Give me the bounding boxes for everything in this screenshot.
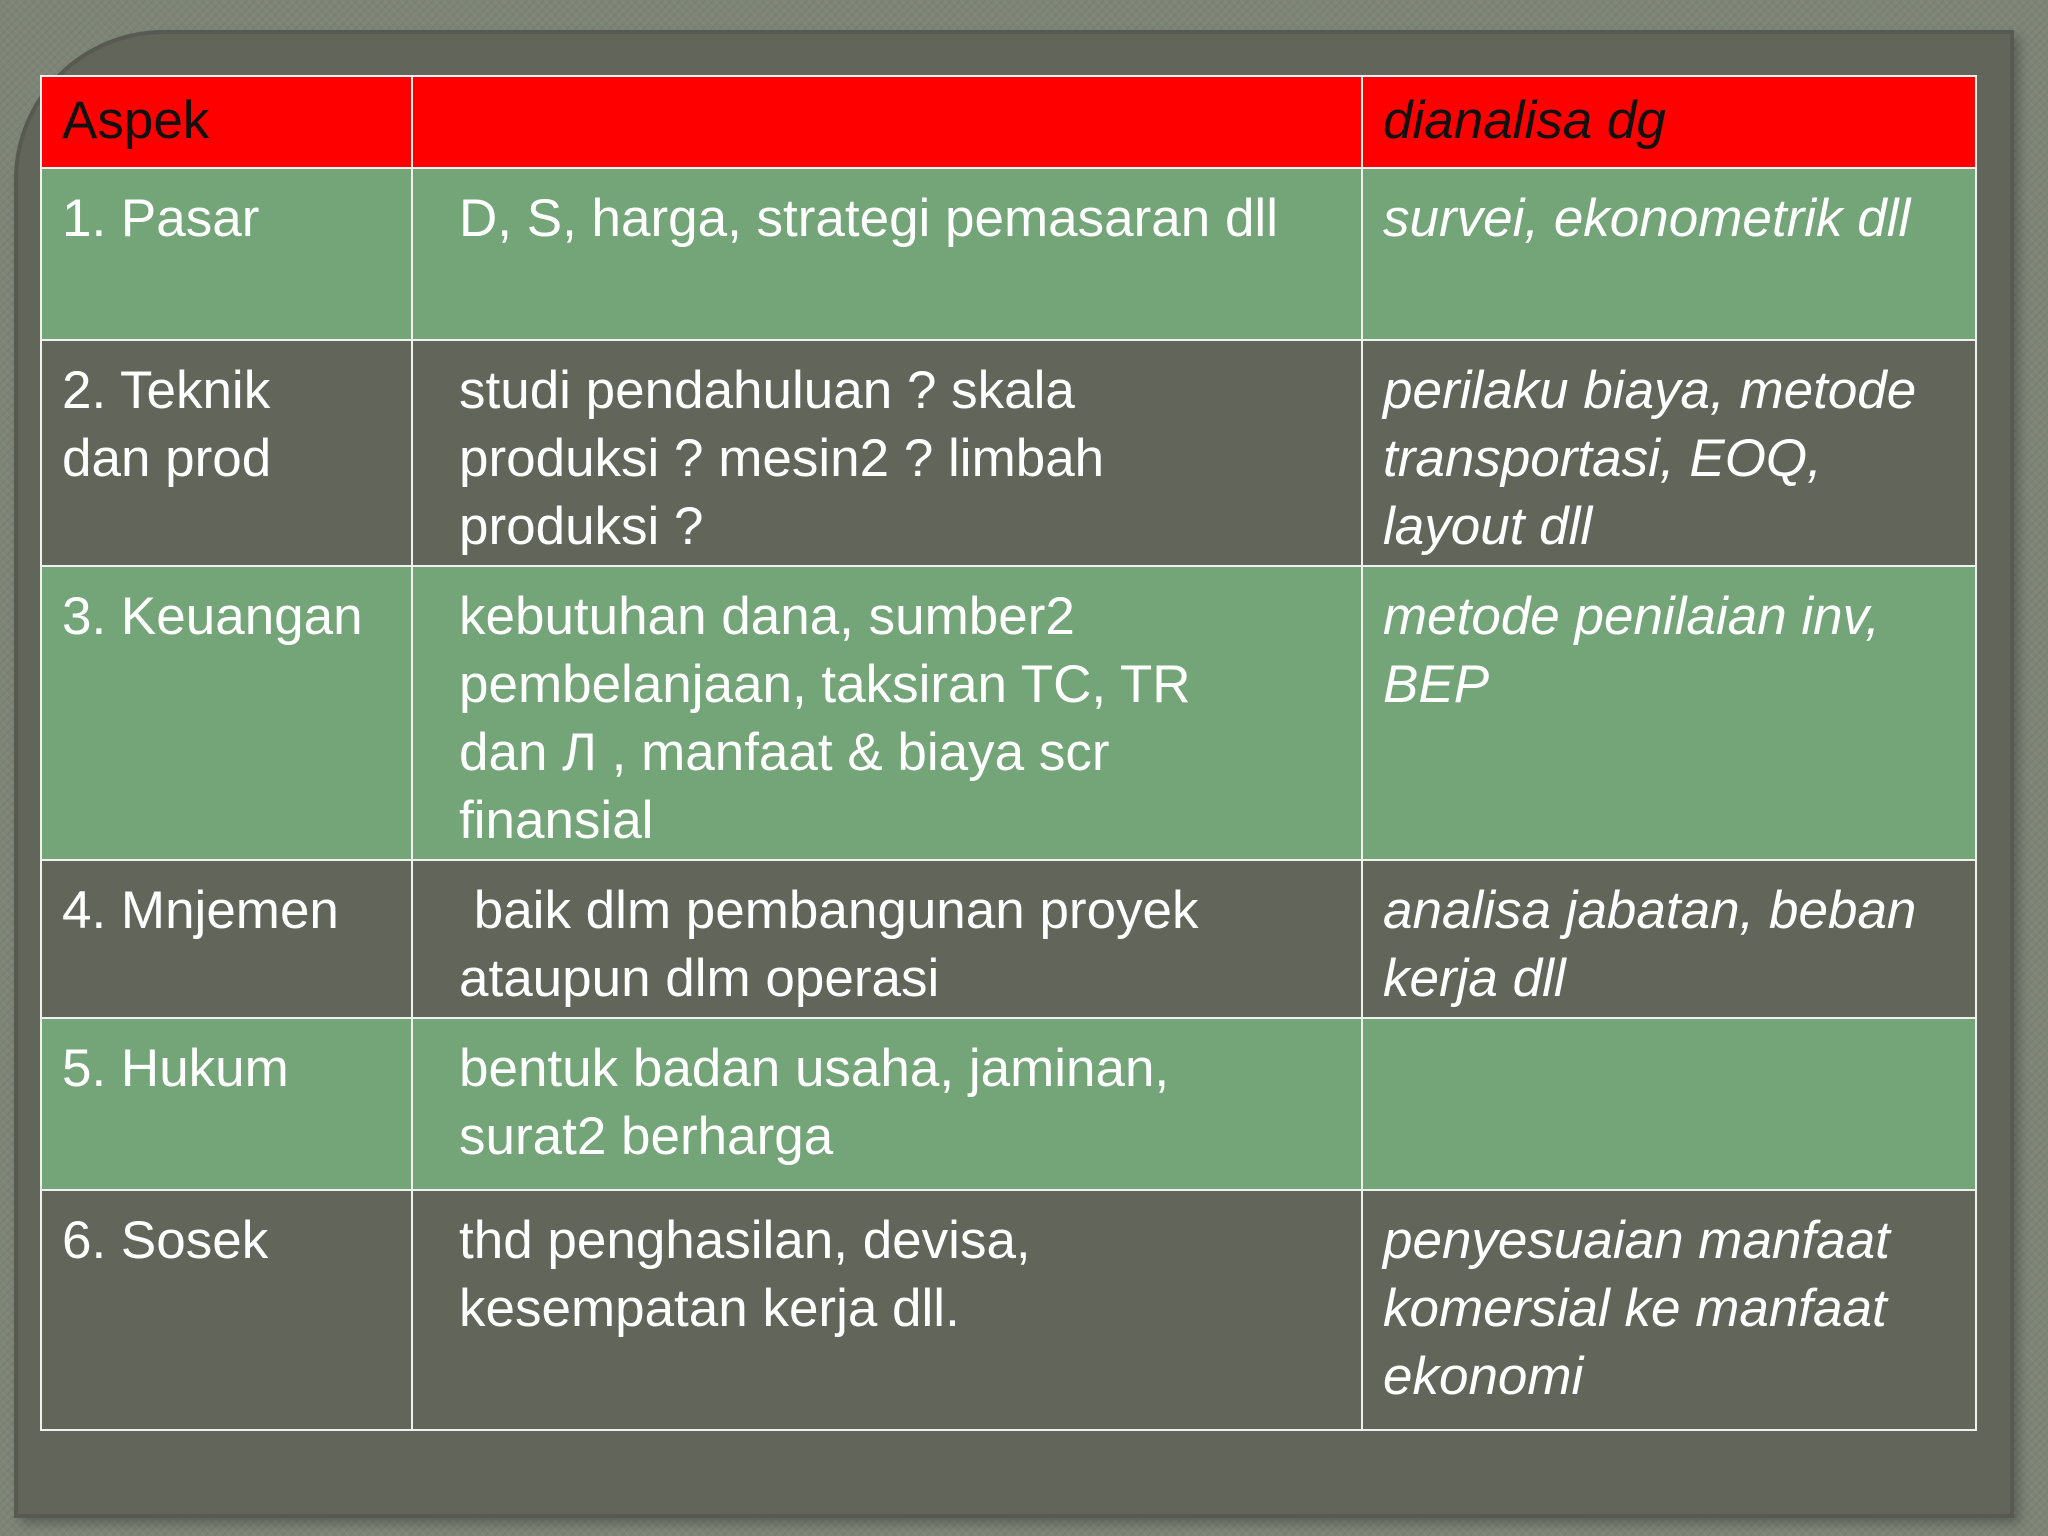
cell-aspect [41,168,412,340]
aspect-label: 1. Pasar [62,189,260,248]
cell-analysis [1362,1190,1976,1430]
cell-aspect [41,1190,412,1430]
cell-analysis [1362,566,1976,860]
header-cell-blank [412,76,1362,168]
aspect-label: 2. Teknik dan prod [62,361,272,488]
aspect-table [40,75,1977,1431]
table-row-teknik [41,340,1976,566]
aspect-label: 6. Sosek [62,1211,269,1270]
table-row-pasar [41,168,1976,340]
analysis-text: metode penilaian inv, BEP [1383,587,1880,714]
cell-description [412,168,1362,340]
table-row-sosek [41,1190,1976,1430]
cell-description [412,860,1362,1018]
analysis-text: penyesuaian manfaat komersial ke manfaat ekonomi [1383,1211,1890,1406]
analysis-text: survei, ekonometrik dll [1383,189,1911,248]
description-text: kebutuhan dana, sumber2 pembelanjaan, taksiran TC, TR dan Л , manfaat & biaya scr finansial [459,587,1191,850]
cell-aspect [41,566,412,860]
cell-description [412,566,1362,860]
aspect-label: 5. Hukum [62,1039,289,1098]
cell-description [412,340,1362,566]
analysis-text: analisa jabatan, beban kerja dll [1383,881,1917,1008]
cell-aspect [41,1018,412,1190]
table-row-hukum [41,1018,1976,1190]
cell-description [412,1190,1362,1430]
table-header-row [41,76,1976,168]
table-row-mnjemen [41,860,1976,1018]
header-cell-aspek [41,76,412,168]
cell-analysis [1362,860,1976,1018]
table-container [40,75,1975,1427]
description-text: thd penghasilan, devisa, kesempatan kerja dll. [459,1211,1031,1338]
description-text: studi pendahuluan ? skala produksi ? mesin2 ? limbah produksi ? [459,361,1105,556]
description-text: baik dlm pembangunan proyek ataupun dlm operasi [459,881,1199,1008]
cell-analysis [1362,340,1976,566]
cell-analysis [1362,1018,1976,1190]
header-label-aspek: Aspek [62,91,210,150]
cell-analysis [1362,168,1976,340]
analysis-text: perilaku biaya, metode transportasi, EOQ, layout dll [1383,361,1917,556]
aspect-label: 4. Mnjemen [62,881,339,940]
cell-description [412,1018,1362,1190]
cell-aspect [41,340,412,566]
cell-aspect [41,860,412,1018]
description-text: D, S, harga, strategi pemasaran dll [459,189,1278,248]
table-row-keuangan [41,566,1976,860]
aspect-label: 3. Keuangan [62,587,363,646]
header-cell-dianalisa [1362,76,1976,168]
header-label-dianalisa: dianalisa dg [1383,91,1666,150]
description-text: bentuk badan usaha, jaminan, surat2 berharga [459,1039,1170,1166]
